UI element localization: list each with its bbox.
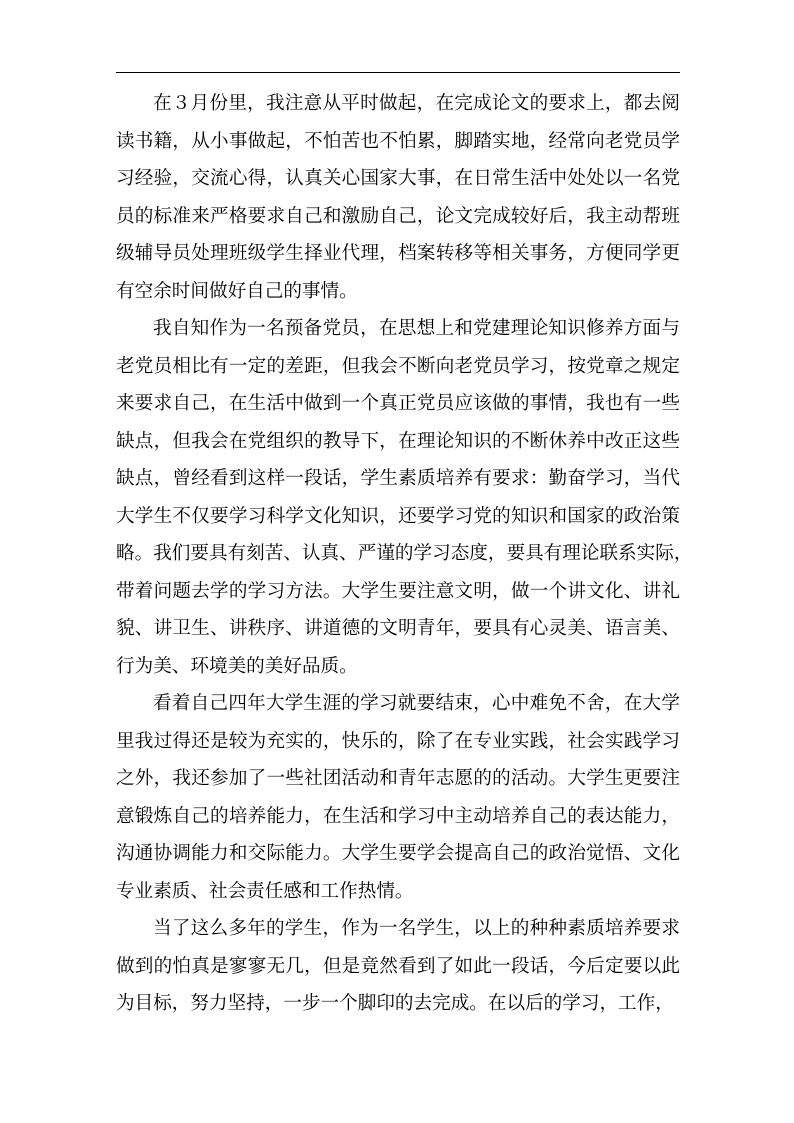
paragraph-line: 做到的怕真是寥寥无几，但是竟然看到了如此一段话，今后定要以此 bbox=[116, 955, 680, 977]
paragraph-line: 大学生不仅要学习科学文化知识，还要学习党的知识和国家的政治策 bbox=[116, 505, 680, 527]
header-rule bbox=[116, 72, 680, 73]
paragraph bbox=[116, 85, 680, 310]
paragraph-line: 行为美、环境美的美好品质。 bbox=[116, 655, 358, 677]
paragraph-line: 貌、讲卫生、讲秩序、讲道德的文明青年，要具有心灵美、语言美、 bbox=[116, 618, 680, 639]
paragraph bbox=[116, 910, 680, 1023]
paragraph-line: 习经验，交流心得，认真关心国家大事，在日常生活中处处以一名党 bbox=[116, 168, 680, 189]
paragraph-line: 缺点，曾经看到这样一段话，学生素质培养有要求：勤奋学习，当代 bbox=[116, 468, 680, 489]
paragraph-line: 里我过得还是较为充实的，快乐的，除了在专业实践，社会实践学习 bbox=[116, 730, 680, 752]
paragraph-line: 在３月份里，我注意从平时做起，在完成论文的要求上，都去阅 bbox=[153, 93, 680, 114]
paragraph-line: 级辅导员处理班级学生择业代理，档案转移等相关事务，方便同学更 bbox=[116, 243, 680, 264]
paragraph-line: 老党员相比有一定的差距，但我会不断向老党员学习，按党章之规定 bbox=[116, 355, 680, 377]
paragraph bbox=[116, 685, 680, 910]
paragraph-line: 专业素质、社会责任感和工作热情。 bbox=[116, 880, 414, 902]
paragraph-line: 带着问题去学的学习方法。大学生要注意文明，做一个讲文化、讲礼 bbox=[116, 580, 680, 602]
paragraph-line: 略。我们要具有刻苦、认真、严谨的学习态度，要具有理论联系实际， bbox=[116, 543, 693, 564]
paragraph bbox=[116, 310, 693, 685]
document-body bbox=[116, 85, 693, 1023]
paragraph-line: 员的标准来严格要求自己和激励自己，论文完成较好后，我主动帮班 bbox=[116, 205, 680, 227]
paragraph-line: 为目标，努力坚持，一步一个脚印的去完成。在以后的学习，工作， bbox=[116, 993, 674, 1014]
paragraph-line: 之外，我还参加了一些社团活动和青年志愿的的活动。大学生更要注 bbox=[116, 768, 680, 789]
paragraph-line: 意锻炼自己的培养能力，在生活和学习中主动培养自己的表达能力， bbox=[116, 805, 680, 827]
paragraph-line: 读书籍，从小事做起，不怕苦也不怕累，脚踏实地，经常向老党员学 bbox=[116, 130, 680, 152]
paragraph-line: 我自知作为一名预备党员，在思想上和党建理论知识修养方面与 bbox=[153, 318, 680, 339]
paragraph-line: 有空余时间做好自己的事情。 bbox=[116, 280, 358, 302]
paragraph-line: 沟通协调能力和交际能力。大学生要学会提高自己的政治觉悟、文化 bbox=[116, 843, 680, 864]
paragraph-line: 来要求自己，在生活中做到一个真正党员应该做的事情，我也有一些 bbox=[116, 393, 680, 414]
paragraph-line: 当了这么多年的学生，作为一名学生，以上的种种素质培养要求 bbox=[153, 918, 680, 939]
paragraph-line: 缺点，但我会在党组织的教导下，在理论知识的不断休养中改正这些 bbox=[116, 430, 680, 452]
paragraph-line: 看着自己四年大学生涯的学习就要结束，心中难免不舍，在大学 bbox=[153, 693, 680, 714]
